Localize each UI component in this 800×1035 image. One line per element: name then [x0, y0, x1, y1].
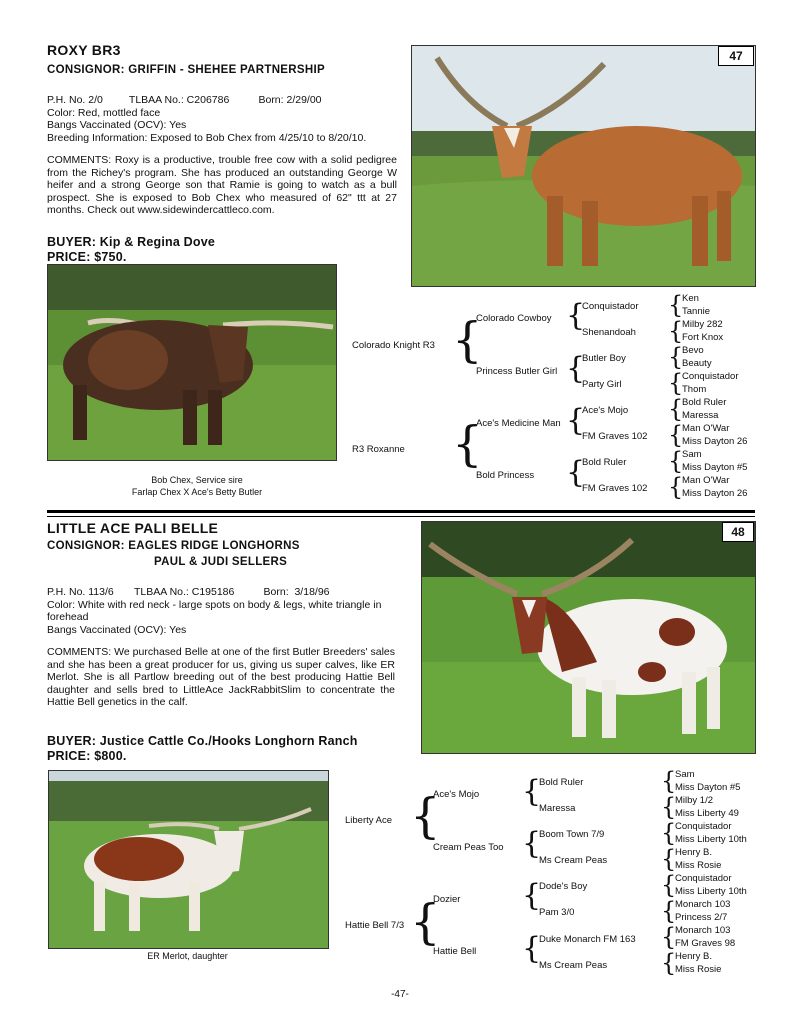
pedigree-sire: Liberty Ace	[345, 815, 392, 826]
buyer: BUYER: Justice Cattle Co./Hooks Longhorn Ranch	[47, 734, 358, 748]
pedigree-g4: Henry B.	[675, 951, 712, 962]
caption-line-2: Farlap Chex X Ace's Betty Butler	[131, 487, 263, 497]
photo-caption	[47, 474, 347, 498]
pedigree-g2: Hattie Bell	[433, 946, 477, 957]
pedigree-g3: Conquistador	[582, 301, 639, 312]
pedigree-g4: Conquistador	[682, 371, 739, 382]
cow-photo-image	[412, 46, 755, 286]
pedigree-g4: Ken	[682, 293, 699, 304]
pedigree-g4: Conquistador	[675, 873, 732, 884]
pedigree-g3: Ace's Mojo	[582, 405, 629, 416]
brace: {	[661, 819, 677, 847]
consignor-line-2: PAUL & JUDI SELLERS	[154, 556, 288, 568]
pedigree-g4: Man O'War	[682, 423, 730, 434]
pedigree-g4: Miss Dayton #5	[682, 462, 748, 473]
brace: {	[661, 871, 677, 899]
brace: {	[410, 894, 441, 950]
pedigree-g4: Princess 2/7	[675, 912, 728, 923]
brace: {	[661, 949, 677, 977]
brace: {	[566, 351, 586, 386]
brace: {	[566, 403, 586, 438]
section-divider-thin	[47, 516, 755, 517]
pedigree-g4: Maressa	[682, 410, 719, 421]
registration-line: P.H. No. 113/6 TLBAA No.: C195186 Born: 3/18/96	[47, 586, 330, 598]
brace: {	[668, 447, 684, 475]
section-divider	[47, 510, 755, 513]
buyer: BUYER: Kip & Regina Dove	[47, 235, 216, 249]
price: PRICE: $800.	[47, 749, 127, 763]
pedigree-g4: Bevo	[682, 345, 704, 356]
pedigree-g4: Conquistador	[675, 821, 732, 832]
daughter-photo	[48, 770, 329, 949]
pedigree-g3: FM Graves 102	[582, 431, 648, 442]
brace: {	[410, 788, 441, 844]
pedigree-g4: Miss Liberty 10th	[675, 834, 747, 845]
pedigree-g4: Milby 282	[682, 319, 723, 330]
brace: {	[668, 421, 684, 449]
brace: {	[522, 931, 542, 966]
pedigree-g4: Beauty	[682, 358, 712, 369]
bangs-line: Bangs Vaccinated (OCV): Yes	[47, 623, 187, 636]
sale-result	[47, 235, 215, 265]
pedigree-g2: Cream Peas Too	[433, 842, 504, 853]
pedigree-g4: Miss Rosie	[675, 964, 722, 975]
caption-line-1: Bob Chex, Service sire	[151, 475, 243, 485]
color-line: Color: White with red neck - large spots on body & legs, white triangle in forehead	[47, 598, 382, 623]
pedigree-g2: Princess Butler Girl	[476, 366, 558, 377]
pedigree-g4: Tannie	[682, 306, 710, 317]
brace: {	[522, 878, 542, 913]
brace: {	[668, 473, 684, 501]
page-number: -47-	[391, 989, 409, 1000]
pedigree-sire: Colorado Knight R3	[352, 340, 435, 351]
caption-line-1: ER Merlot, daughter	[147, 951, 228, 961]
pedigree-g3: Shenandoah	[582, 327, 636, 338]
pedigree-g3: Bold Ruler	[582, 457, 627, 468]
pedigree-g4: Monarch 103	[675, 899, 731, 910]
brace: {	[522, 774, 542, 809]
pedigree-g4: Bold Ruler	[682, 397, 727, 408]
brace: {	[452, 416, 483, 472]
brace: {	[668, 343, 684, 371]
price: PRICE: $750.	[47, 250, 127, 264]
pedigree-g4: Miss Liberty 10th	[675, 886, 747, 897]
lot-name: LITTLE ACE PALI BELLE	[47, 520, 219, 536]
brace: {	[668, 291, 684, 319]
lot-name: ROXY BR3	[47, 42, 121, 58]
cow-photo	[411, 45, 756, 287]
registration-line: P.H. No. 2/0 TLBAA No.: C206786 Born: 2/29/00	[47, 94, 322, 106]
pedigree-g2: Ace's Medicine Man	[476, 418, 561, 429]
pedigree-g3: Dode's Boy	[539, 881, 588, 892]
brace: {	[661, 767, 677, 795]
cow-photo-image	[422, 522, 755, 753]
pedigree-g3: Duke Monarch FM 163	[539, 934, 636, 945]
pedigree-g4: Sam	[682, 449, 702, 460]
brace: {	[661, 923, 677, 951]
pedigree-g4: Monarch 103	[675, 925, 731, 936]
consignor: CONSIGNOR: EAGLES RIDGE LONGHORNS	[47, 540, 300, 552]
pedigree-g4: Miss Liberty 49	[675, 808, 739, 819]
sire-photo	[47, 264, 337, 461]
bangs-line: Bangs Vaccinated (OCV): Yes	[47, 119, 187, 131]
pedigree-g3: FM Graves 102	[582, 483, 648, 494]
photo-caption	[48, 950, 327, 962]
pedigree-g3: Ms Cream Peas	[539, 855, 608, 866]
pedigree-g2: Dozier	[433, 894, 461, 905]
brace: {	[661, 845, 677, 873]
pedigree-g3: Boom Town 7/9	[539, 829, 605, 840]
pedigree-g3: Pam 3/0	[539, 907, 575, 918]
cow-photo	[421, 521, 756, 754]
pedigree-g4: Miss Dayton #5	[675, 782, 741, 793]
comments: COMMENTS: Roxy is a productive, trouble free cow with a solid pedigree from the Richey's program. She has produced an outstanding George W heifer and a strong George son that Ramie is going to watch as a bull prospect. She is exposed to Bob Chex who measured of 62" ttt at 27 months. Check out www.sidewindercattleco.com.	[47, 154, 397, 216]
lot-number-badge: 47	[718, 46, 754, 66]
daughter-photo-image	[49, 771, 328, 948]
lot-details	[47, 94, 397, 217]
brace: {	[452, 312, 483, 368]
pedigree-g3: Butler Boy	[582, 353, 626, 364]
brace: {	[668, 317, 684, 345]
pedigree-g4: Miss Rosie	[675, 860, 722, 871]
pedigree-dam: R3 Roxanne	[352, 444, 405, 455]
color-line: Color: Red, mottled face	[47, 106, 161, 119]
brace: {	[522, 826, 542, 861]
pedigree-g4: Miss Dayton 26	[682, 436, 748, 447]
brace: {	[668, 395, 684, 423]
breeding-line: Breeding Information: Exposed to Bob Chex from 4/25/10 to 8/20/10.	[47, 131, 367, 144]
pedigree-g4: Fort Knox	[682, 332, 724, 343]
lot-details	[47, 586, 395, 709]
pedigree-g2: Ace's Mojo	[433, 789, 480, 800]
pedigree-g4: Miss Dayton 26	[682, 488, 748, 499]
brace: {	[661, 897, 677, 925]
pedigree-g3: Party Girl	[582, 379, 622, 390]
brace: {	[566, 298, 586, 333]
pedigree-g3: Bold Ruler	[539, 777, 584, 788]
pedigree-g4: Milby 1/2	[675, 795, 714, 806]
pedigree-g3: Ms Cream Peas	[539, 960, 608, 971]
brace: {	[661, 793, 677, 821]
pedigree-g2: Colorado Cowboy	[476, 313, 552, 324]
pedigree-dam: Hattie Bell 7/3	[345, 920, 405, 931]
pedigree-g4: Man O'War	[682, 475, 730, 486]
pedigree-g4: Sam	[675, 769, 695, 780]
sire-photo-image	[48, 265, 336, 460]
pedigree-g4: FM Graves 98	[675, 938, 736, 949]
pedigree-g4: Henry B.	[675, 847, 712, 858]
lot-number-badge: 48	[722, 522, 754, 542]
pedigree-g4: Thom	[682, 384, 707, 395]
pedigree-g2: Bold Princess	[476, 470, 535, 481]
comments: COMMENTS: We purchased Belle at one of the first Butler Breeders' sales and she has been a great producer for us, giving us super calves, like ER Merlot. She is all Partlow breeding out of the best producing Hattie Bell daughter and sells bred to LittleAce JackRabbitSlim to concentrate the Hattie Bell genetics in the calf.	[47, 646, 395, 708]
sale-result	[47, 734, 358, 764]
brace: {	[668, 369, 684, 397]
consignor: CONSIGNOR: GRIFFIN - SHEHEE PARTNERSHIP	[47, 64, 325, 76]
brace: {	[566, 455, 586, 490]
pedigree-g3: Maressa	[539, 803, 576, 814]
